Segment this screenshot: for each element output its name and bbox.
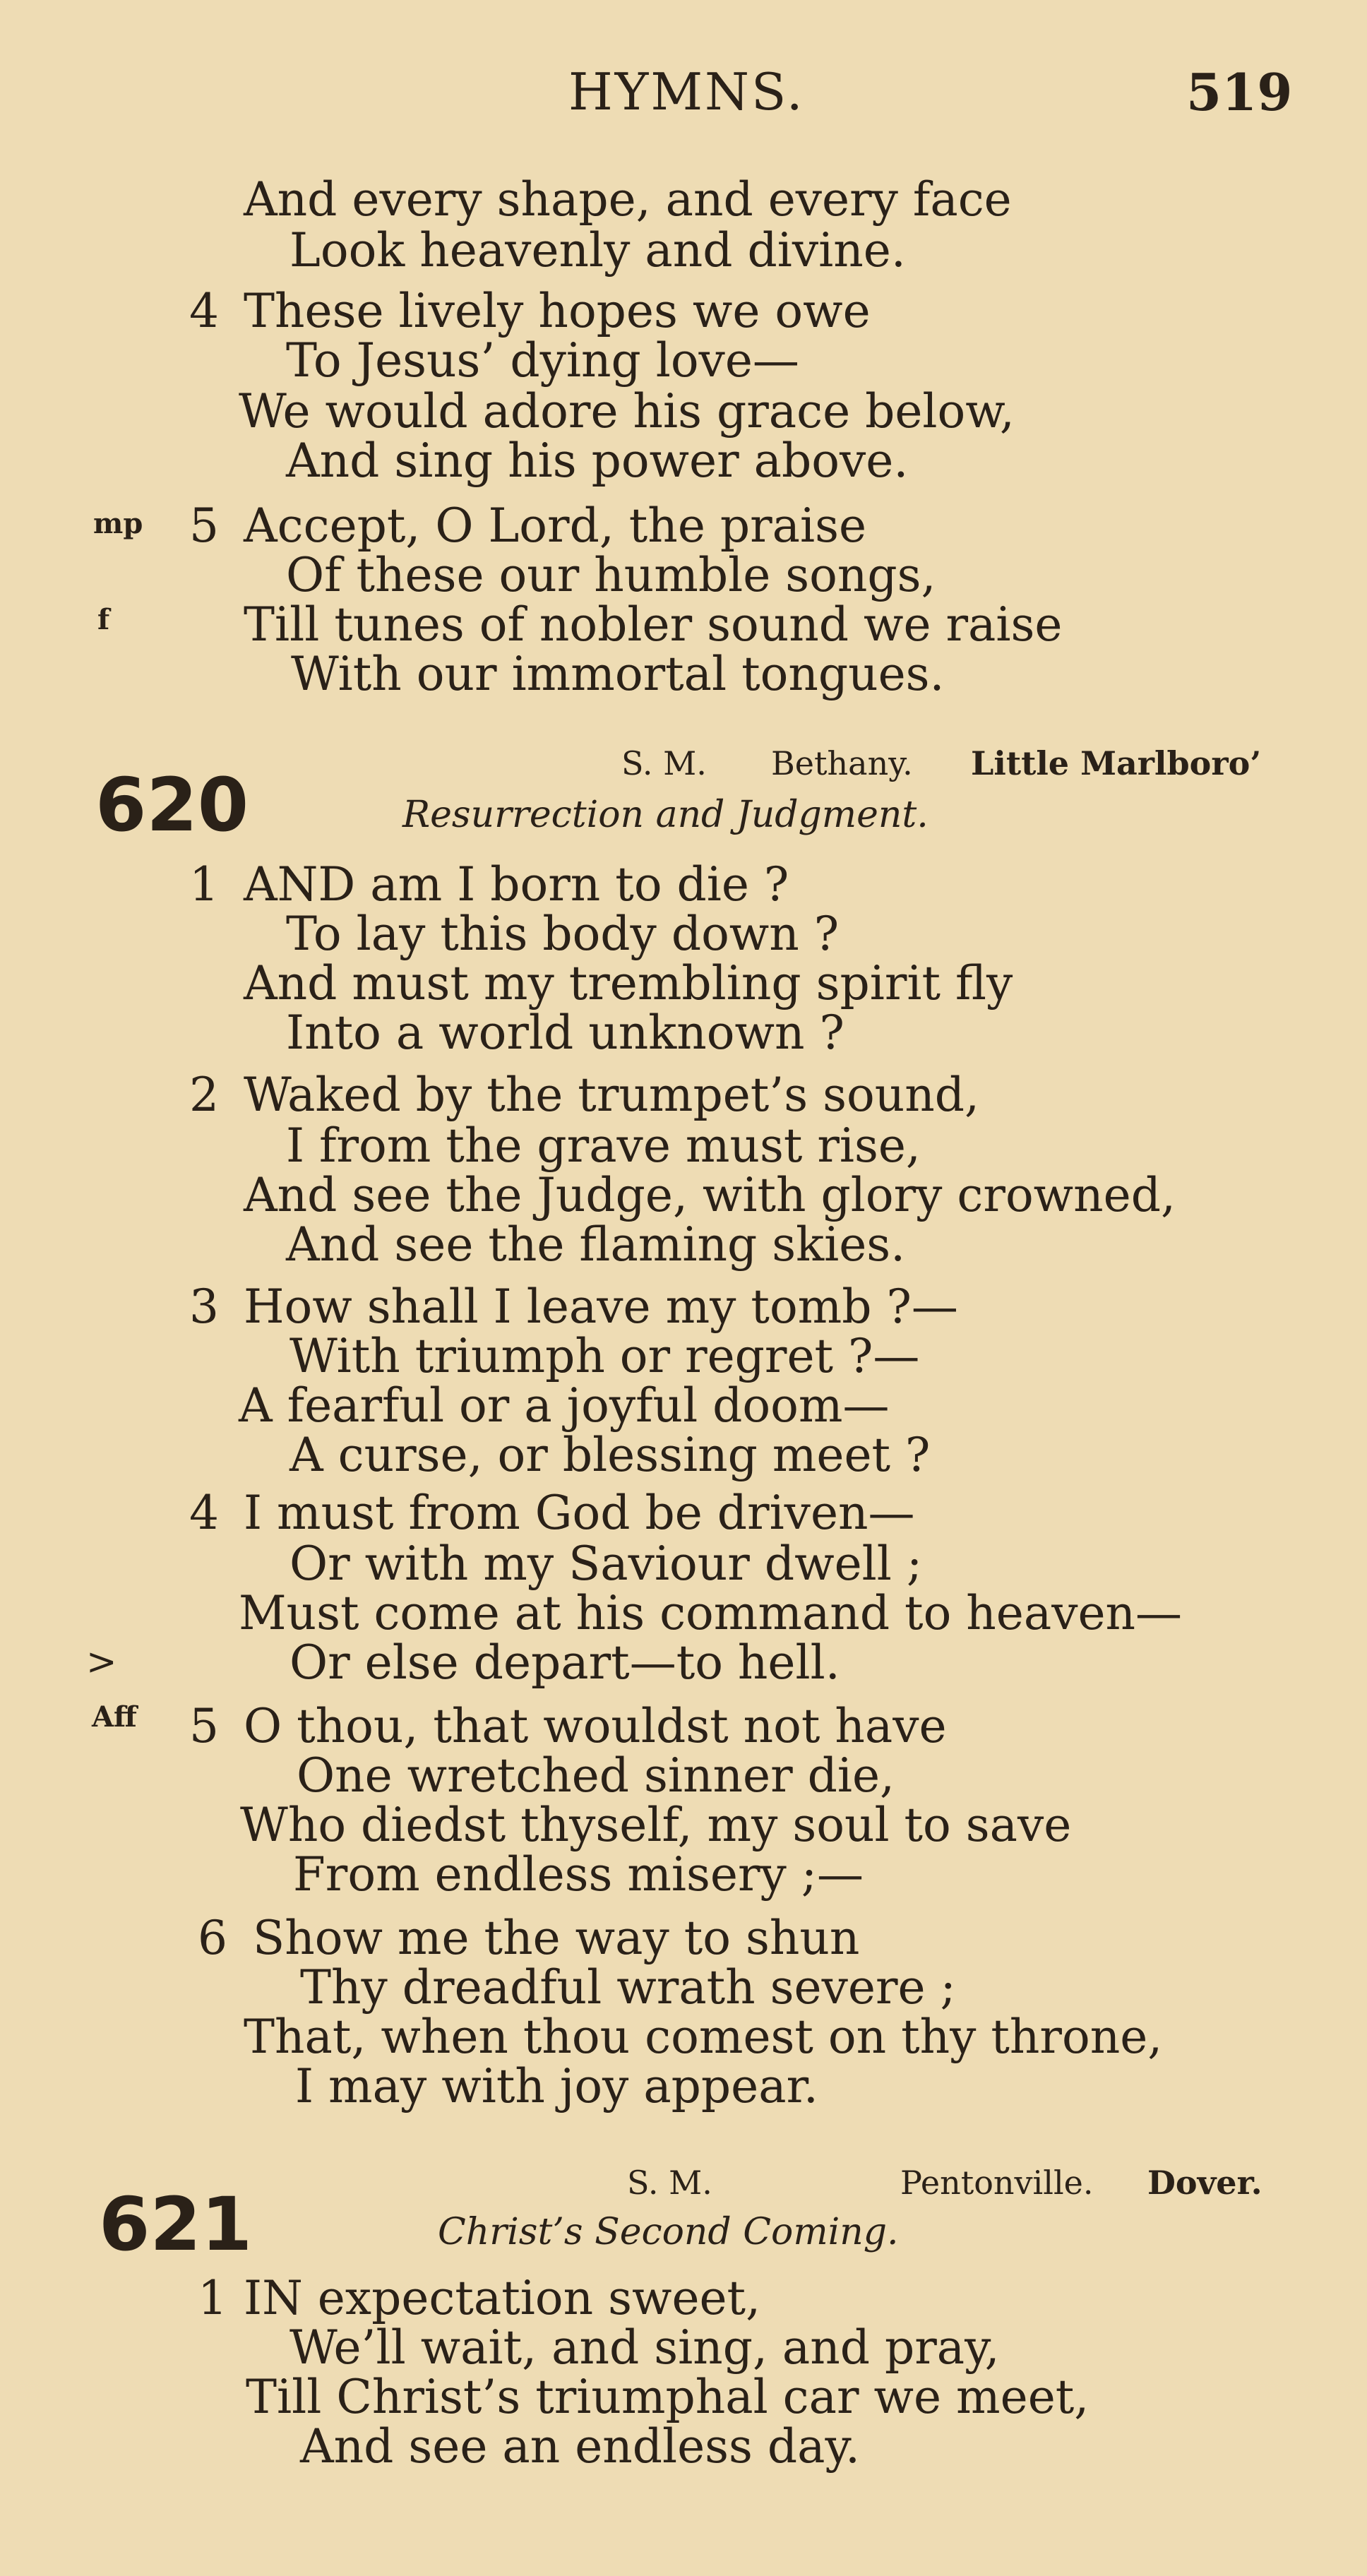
verse-line: We’ll wait, and sing, and pray, (289, 2320, 1000, 2375)
hymn-subject: Christ’s Second Coming. (438, 2211, 899, 2253)
tune-name: Pentonville. (900, 2164, 1094, 2202)
verse-line: And see an endless day. (300, 2419, 860, 2474)
verse-line: To lay this body down ? (286, 907, 840, 961)
verse-line: A curse, or blessing meet ? (289, 1428, 931, 1482)
verse-line: To Jesus’ dying love— (286, 333, 799, 388)
verse-number: 4 (189, 284, 219, 338)
verse-line: And see the Judge, with glory crowned, (244, 1168, 1176, 1222)
verse-line: And must my trembling spirit fly (244, 956, 1013, 1010)
running-header-title: HYMNS. (568, 62, 805, 121)
verse-line: I must from God be driven— (244, 1486, 915, 1540)
verse-number: 4 (189, 1486, 219, 1540)
tune-name: Bethany. (771, 744, 913, 782)
verse-line: Waked by the trumpet’s sound, (244, 1068, 979, 1122)
verse-line: And every shape, and every face (244, 172, 1012, 227)
verse-line: Show me the way to shun (253, 1911, 860, 1965)
verse-line: Of these our humble songs, (286, 548, 936, 602)
verse-line: Into a world unknown ? (286, 1006, 844, 1060)
dynamic-marking: mp (93, 507, 143, 540)
verse-line: With triumph or regret ?— (289, 1329, 920, 1383)
hymn-number: 620 (95, 762, 249, 848)
meter-label: S. M. (627, 2164, 712, 2202)
verse-number: 3 (189, 1280, 219, 1334)
dynamic-marking: > (86, 1641, 117, 1683)
verse-number: 5 (189, 1699, 219, 1753)
hymn-subject: Resurrection and Judgment. (402, 794, 929, 836)
hymn-number: 621 (99, 2181, 253, 2267)
verse-line: One wretched sinner die, (297, 1748, 895, 1803)
verse-line: O thou, that wouldst not have (244, 1699, 947, 1753)
verse-line: And see the flaming skies. (286, 1217, 906, 1272)
verse-line: Accept, O Lord, the praise (244, 499, 867, 553)
verse-line: These lively hopes we owe (244, 284, 871, 338)
dynamic-marking: f (97, 603, 110, 636)
verse-line: And sing his power above. (286, 434, 909, 488)
verse-line: Till tunes of nobler sound we raise (244, 597, 1063, 652)
verse-line: Or with my Saviour dwell ; (289, 1537, 923, 1591)
verse-number: 2 (189, 1068, 219, 1122)
verse-line: Till Christ’s triumphal car we meet, (246, 2370, 1090, 2424)
verse-line: How shall I leave my tomb ?— (244, 1280, 958, 1334)
meter-label: S. M. (621, 744, 707, 782)
tune-name: Little Marlboro’ (971, 744, 1262, 782)
tune-name: Dover. (1147, 2164, 1262, 2202)
verse-line: From endless misery ;— (293, 1847, 864, 1902)
verse-line: Thy dreadful wrath severe ; (300, 1960, 956, 2015)
verse-line: A fearful or a joyful doom— (239, 1378, 890, 1433)
verse-line: Look heavenly and divine. (289, 223, 906, 278)
verse-number: 5 (189, 499, 219, 553)
verse-line: That, when thou comest on thy throne, (244, 2010, 1163, 2064)
verse-line: We would adore his grace below, (239, 384, 1015, 439)
verse-line: With our immortal tongues. (291, 647, 945, 701)
verse-number: 1 (198, 2271, 227, 2325)
verse-line: I may with joy appear. (295, 2059, 818, 2113)
verse-line: IN expectation sweet, (244, 2271, 761, 2325)
verse-number: 6 (198, 1911, 227, 1965)
verse-number: 1 (189, 857, 219, 912)
verse-line: I from the grave must rise, (286, 1119, 921, 1173)
page-number: 519 (1186, 62, 1293, 122)
verse-line: Or else depart—to hell. (289, 1635, 840, 1690)
dynamic-marking: Aff (92, 1700, 137, 1734)
verse-line: Who diedst thyself, my soul to save (240, 1798, 1072, 1852)
verse-line: Must come at his command to heaven— (239, 1586, 1183, 1640)
verse-line: AND am I born to die ? (244, 857, 789, 912)
